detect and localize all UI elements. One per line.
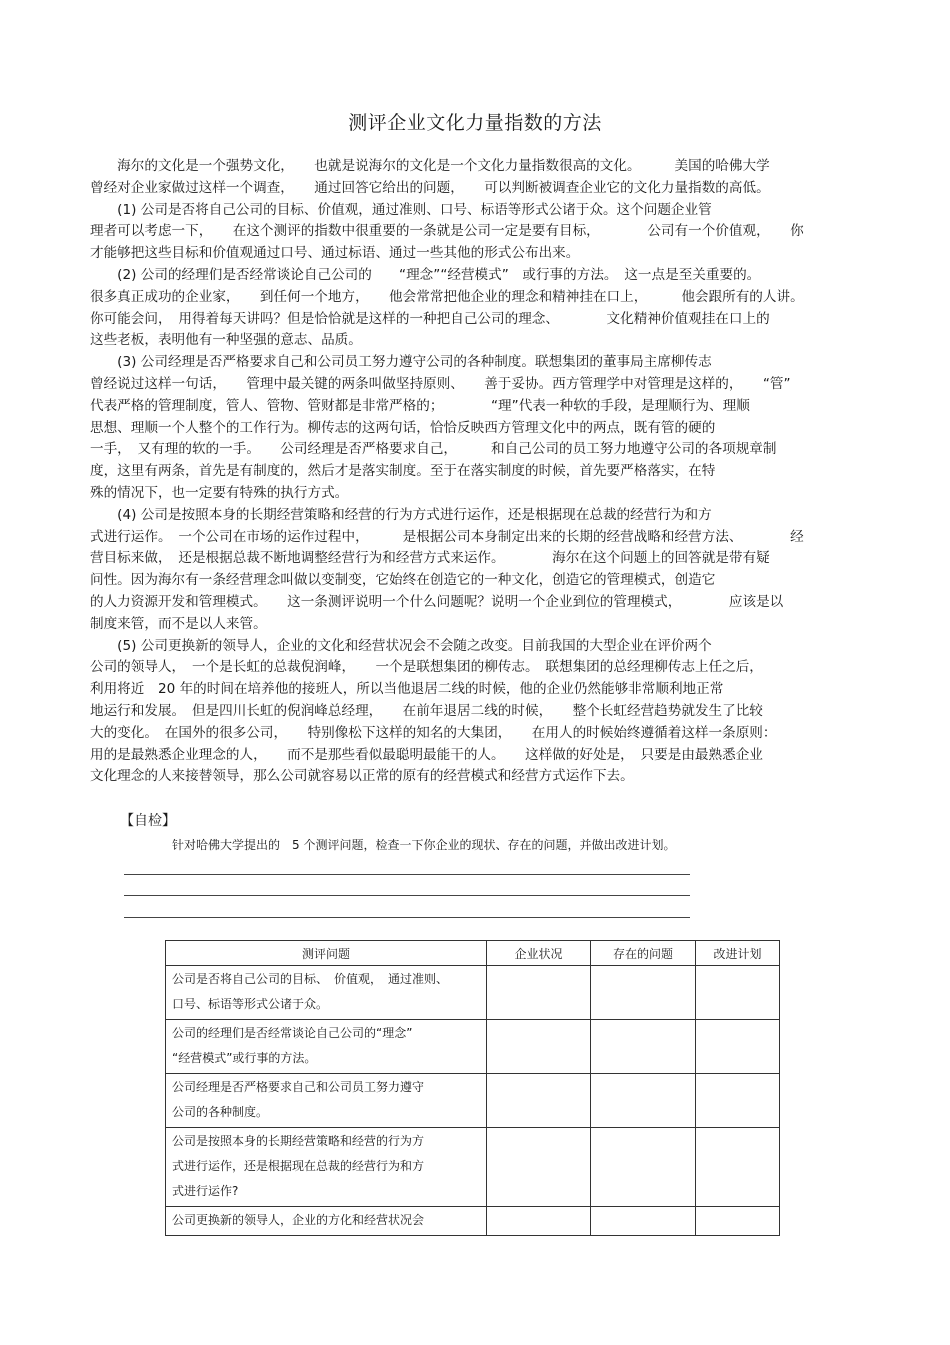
- status-cell[interactable]: [487, 1074, 591, 1128]
- answer-line[interactable]: [124, 895, 690, 896]
- body-line: 代表严格的管理制度，管人、管物、管财都是非常严格的； “理”代表一种软的手段，是理顺行为、理顺: [90, 397, 750, 414]
- body-line: (5) 公司更换新的领导人，企业的文化和经营状况会不会随之改变。目前我国的大型企业在评价两个: [90, 637, 712, 654]
- plan-cell[interactable]: [696, 1207, 780, 1236]
- status-cell[interactable]: [487, 1128, 591, 1207]
- header-plan: 改进计划: [696, 941, 780, 966]
- question-text: 公司是按照本身的长期经营策略和经营的行为方: [172, 1134, 425, 1148]
- question-text: “经营模式”或行事的方法。: [172, 1051, 317, 1065]
- body-line: 曾经对企业家做过这样一个调查， 通过回答它给出的问题， 可以判断被调查企业它的文化力量指数的高低。: [90, 179, 770, 196]
- table-row: [166, 1207, 780, 1236]
- plan-cell[interactable]: [696, 1128, 780, 1207]
- body-line: 文化理念的人来接替领导，那么公司就容易以正常的原有的经营模式和经营方式运作下去。: [90, 768, 634, 785]
- evaluation-table: [165, 940, 780, 1236]
- table-header-row: [166, 941, 780, 966]
- question-text: 公司的经理们是否经常谈论自己公司的“理念”: [172, 1026, 413, 1040]
- plan-cell[interactable]: [696, 1074, 780, 1128]
- problems-cell[interactable]: [591, 1207, 696, 1236]
- answer-line[interactable]: [124, 917, 690, 918]
- body-line: 殊的情况下，也一定要有特殊的执行方式。: [90, 485, 349, 501]
- question-cell: [166, 1020, 487, 1074]
- problems-cell[interactable]: [591, 966, 696, 1020]
- document-title: 测评企业文化力量指数的方法: [348, 112, 602, 134]
- self-check-instruction: 针对哈佛大学提出的 5 个测评问题，检查一下你企业的现状、存在的问题，并做出改进计划。: [172, 838, 676, 852]
- plan-cell[interactable]: [696, 1020, 780, 1074]
- question-text: 口号、标语等形式公诸于众。: [172, 997, 329, 1011]
- body-line: 式进行运作。 一个公司在市场的运作过程中， 是根据公司本身制定出来的长期的经营战略和经营方法、 经: [90, 528, 804, 545]
- body-line: 公司的领导人， 一个是长虹的总裁倪润峰， 一个是联想集团的柳传志。 联想集团的总经理柳传志上任之后，: [90, 659, 763, 676]
- table-row: [166, 1074, 780, 1128]
- body-line: 曾经说过这样一句话， 管理中最关键的两条叫做坚持原则、 善于妥协。西方管理学中对管理是这样的， “管”: [90, 376, 791, 392]
- body-line: 利用将近 20 年的时间在培养他的接班人，所以当他退居二线的时候，他的企业仍然能够非常顺利地正常: [90, 681, 724, 698]
- body-line: 才能够把这些目标和价值观通过口号、通过标语、通过一些其他的形式公布出来。: [90, 245, 580, 262]
- header-problems: 存在的问题: [591, 941, 696, 966]
- body-line: 度，这里有两条，首先是有制度的，然后才是落实制度。至于在落实制度的时候，首先要严格落实，在特: [90, 463, 716, 480]
- body-line: (3) 公司经理是否严格要求自己和公司员工努力遵守公司的各种制度。联想集团的董事局主席柳传志: [90, 354, 712, 371]
- question-text: 式进行运作，还是根据现在总裁的经营行为和方: [172, 1159, 425, 1173]
- body-line: 地运行和发展。 但是四川长虹的倪润峰总经理， 在前年退居二线的时候， 整个长虹经营趋势就发生了比较: [90, 703, 763, 719]
- question-cell: [166, 1207, 487, 1236]
- body-line: 很多真正成功的企业家， 到任何一个地方， 他会常常把他企业的理念和精神挂在口上， 他会跟所有的人讲。: [90, 288, 804, 305]
- body-line: 制度来管，而不是以人来管。: [90, 615, 267, 632]
- plan-cell[interactable]: [696, 966, 780, 1020]
- question-text: 公司的各种制度。: [172, 1105, 269, 1119]
- body-line: (2) 公司的经理们是否经常谈论自己公司的 “理念”“经营模式” 或行事的方法。 这一点是至关重要的。: [90, 267, 761, 283]
- body-line: 的人力资源开发和管理模式。 这一条测评说明一个什么问题呢？说明一个企业到位的管理模式， 应该是以: [90, 594, 784, 610]
- body-line: (4) 公司是按照本身的长期经营策略和经营的行为方式进行运作，还是根据现在总裁的经营行为和方: [90, 506, 712, 523]
- header-status: 企业状况: [487, 941, 591, 966]
- body-line: 一手， 又有理的软的一手。 公司经理是否严格要求自己， 和自己公司的员工努力地遵守公司的各项规章制: [90, 441, 777, 458]
- body-line: 海尔的文化是一个强势文化， 也就是说海尔的文化是一个文化力量指数很高的文化。 美国的哈佛大学: [90, 158, 770, 174]
- body-line: 问性。因为海尔有一条经营理念叫做以变制变，它始终在创造它的一种文化，创造它的管理模式，创造它: [90, 572, 716, 589]
- table-row: [166, 1128, 780, 1207]
- question-text: 公司更换新的领导人，企业的方化和经营状况会: [172, 1213, 425, 1227]
- question-cell: [166, 1074, 487, 1128]
- question-cell: [166, 966, 487, 1020]
- problems-cell[interactable]: [591, 1128, 696, 1207]
- status-cell[interactable]: [487, 1207, 591, 1236]
- self-check-heading: 【自检】: [120, 813, 176, 829]
- table-row: [166, 1020, 780, 1074]
- body-line: 营目标来做， 还是根据总裁不断地调整经营行为和经营方式来运作。 海尔在这个问题上的回答就是带有疑: [90, 550, 770, 567]
- body-line: 思想、理顺一个人整个的工作行为。柳传志的这两句话，恰恰反映西方管理文化中的两点，既有管的硬的: [90, 419, 716, 436]
- body-line: 用的是最熟悉企业理念的人， 而不是那些看似最聪明最能干的人。 这样做的好处是， 只要是由最熟悉企业: [90, 746, 763, 763]
- question-text: 式进行运作?: [172, 1184, 239, 1198]
- question-text: 公司是否将自己公司的目标、 价值观， 通过准则、: [172, 972, 449, 986]
- body-line: 大的变化。 在国外的很多公司， 特别像松下这样的知名的大集团， 在用人的时候始终遵循着这样一条原则：: [90, 724, 777, 741]
- body-line: 你可能会问， 用得着每天讲吗？但是恰恰就是这样的一种把自己公司的理念、 文化精神价值观挂在口上的: [90, 310, 770, 327]
- problems-cell[interactable]: [591, 1074, 696, 1128]
- table-row: [166, 966, 780, 1020]
- body-line: (1) 公司是否将自己公司的目标、价值观，通过准则、口号、标语等形式公诸于众。这个问题企业管: [90, 201, 712, 218]
- problems-cell[interactable]: [591, 1020, 696, 1074]
- status-cell[interactable]: [487, 966, 591, 1020]
- question-cell: [166, 1128, 487, 1207]
- header-question: 测评问题: [166, 941, 487, 966]
- status-cell[interactable]: [487, 1020, 591, 1074]
- body-line: 这些老板，表明他有一种坚强的意志、品质。: [90, 332, 362, 349]
- answer-line[interactable]: [124, 874, 690, 875]
- question-text: 公司经理是否严格要求自己和公司员工努力遵守: [172, 1080, 425, 1094]
- body-line: 理者可以考虑一下， 在这个测评的指数中很重要的一条就是公司一定是要有目标， 公司有一个价值观， 你: [90, 223, 804, 240]
